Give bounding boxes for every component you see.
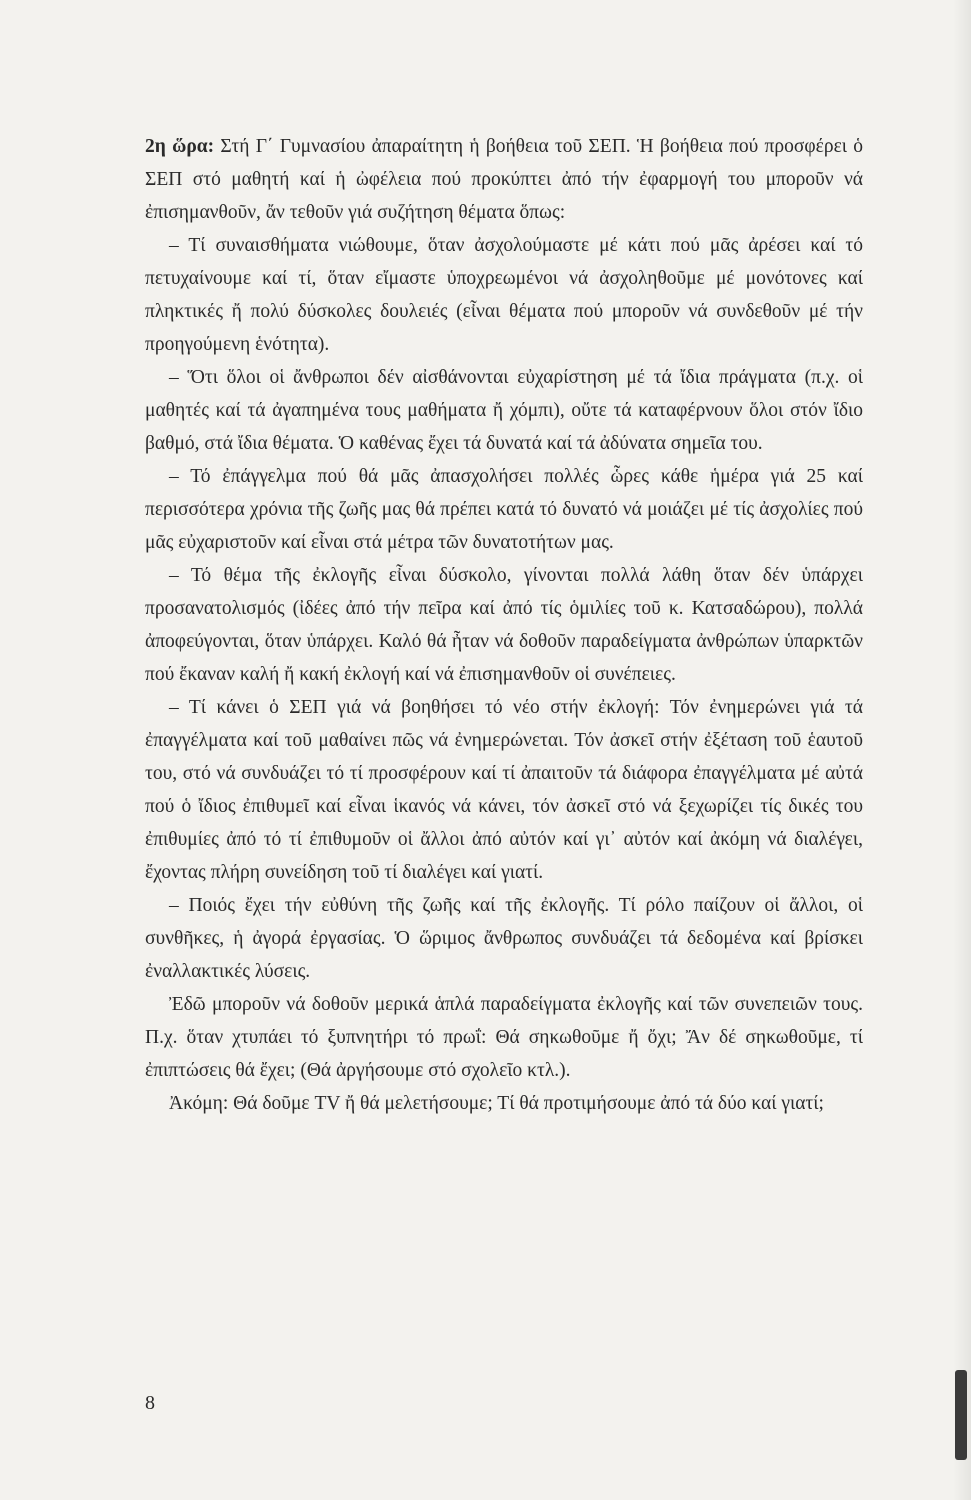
section-heading: 2η ὥρα: — [145, 136, 215, 157]
paragraph: Ἐδῶ μποροῦν νά δοθοῦν μερικά ἁπλά παραδείγματα ἐκλογῆς καί τῶν συνεπειῶν τους. Π.χ. ὅταν χτυπάει τό ξυπνητήρι τό πρωΐ: Θά σηκωθοῦμε ἤ ὄχι; Ἄν δέ σηκωθοῦμε, τί ἐπιπτώσεις θά ἔχει; (Θά ἀργήσουμε στό σχολεῖο κτλ.). — [145, 994, 863, 1081]
paragraph: – Τί κάνει ὁ ΣΕΠ γιά νά βοηθήσει τό νέο στήν ἐκλογή: Τόν ἐνημερώνει γιά τά ἐπαγγέλματα καί τοῦ μαθαίνει πῶς νά ἐνημερώνεται. Τόν ἀσκεῖ στήν ἐξέταση τοῦ ἑαυτοῦ του, στό νά συνδυάζει τό τί προσφέρουν καί τί ἀπαιτοῦν τά διάφορα ἐπαγγέλματα μέ αὐτά πού ὁ ἴδιος ἐπιθυμεῖ καί εἶναι ἱκανός νά κάνει, τόν ἀσκεῖ στό νά ξεχωρίζει τίς δικές του ἐπιθυμίες ἀπό τό τί ἐπιθυμοῦν οἱ ἄλλοι ἀπό αὐτόν καί γι᾽ αὐτόν καί ἀκόμη νά διαλέγει, ἔχοντας πλήρη συνείδηση τοῦ τί διαλέγει καί γιατί. — [145, 697, 863, 883]
body-text — [145, 130, 863, 1120]
intro-text: Στή Γ΄ Γυμνασίου ἀπαραίτητη ἡ βοήθεια τοῦ ΣΕΠ. Ἡ βοήθεια πού προσφέρει ὁ ΣΕΠ στό μαθητή καί ἡ ὠφέλεια πού προκύπτει ἀπό τήν ἐφαρμογή του μποροῦν νά ἐπισημανθοῦν, ἄν τεθοῦν γιά συζήτηση θέματα ὅπως: — [145, 136, 864, 223]
page-corner-mark — [955, 1370, 967, 1460]
paragraph: – Ποιός ἔχει τήν εὐθύνη τῆς ζωῆς καί τῆς ἐκλογῆς. Τί ρόλο παίζουν οἱ ἄλλοι, οἱ συνθῆκες, ἡ ἀγορά ἐργασίας. Ὁ ὥριμος ἄνθρωπος συνδυάζει τά δεδομένα καί βρίσκει ἐναλλακτικές λύσεις. — [145, 895, 863, 982]
paragraph: – Τό θέμα τῆς ἐκλογῆς εἶναι δύσκολο, γίνονται πολλά λάθη ὅταν δέν ὑπάρχει προσανατολισμός (ἰδέες ἀπό τήν πεῖρα καί ἀπό τίς ὁμιλίες τοῦ κ. Κατσαδώρου), πολλά ἀποφεύγονται, ὅταν ὑπάρχει. Καλό θά ἦταν νά δοθοῦν παραδείγματα ἀνθρώπων ὑπαρκτῶν πού ἔκαναν καλή ἤ κακή ἐκλογή καί νά ἐπισημανθοῦν οἱ συνέπειες. — [145, 565, 863, 685]
paragraph: – Τό ἐπάγγελμα πού θά μᾶς ἀπασχολήσει πολλές ὧρες κάθε ἡμέρα γιά 25 καί περισσότερα χρόνια τῆς ζωῆς μας θά πρέπει κατά τό δυνατό νά μοιάζει μέ τίς ἀσχολίες πού μᾶς εὐχαριστοῦν καί εἶναι στά μέτρα τῶν δυνατοτήτων μας. — [145, 466, 863, 553]
intro-paragraph — [145, 130, 863, 229]
paragraph: Ἀκόμη: Θά δοῦμε TV ἤ θά μελετήσουμε; Τί θά προτιμήσουμε ἀπό τά δύο καί γιατί; — [169, 1093, 824, 1114]
page-number: 8 — [145, 1392, 155, 1414]
page-edge-shadow — [953, 0, 971, 1500]
paragraph: – Ὅτι ὅλοι οἱ ἄνθρωποι δέν αἰσθάνονται εὐχαρίστηση μέ τά ἴδια πράγματα (π.χ. οἱ μαθητές καί τά ἀγαπημένα τους μαθήματα ἤ χόμπι), οὔτε τά καταφέρνουν ὅλοι στόν ἴδιο βαθμό, στά ἴδια θέματα. Ὁ καθένας ἔχει τά δυνατά καί τά ἀδύνατα σημεῖα του. — [145, 367, 863, 454]
paragraph: – Τί συναισθήματα νιώθουμε, ὅταν ἀσχολούμαστε μέ κάτι πού μᾶς ἀρέσει καί τό πετυχαίνουμε καί τί, ὅταν εἴμαστε ὑποχρεωμένοι νά ἀσχοληθοῦμε μέ μονότονες καί πληκτικές ἤ πολύ δύσκολες δουλειές (εἶναι θέματα πού μποροῦν νά συνδεθοῦν μέ τήν προηγούμενη ἑνότητα). — [145, 235, 863, 355]
